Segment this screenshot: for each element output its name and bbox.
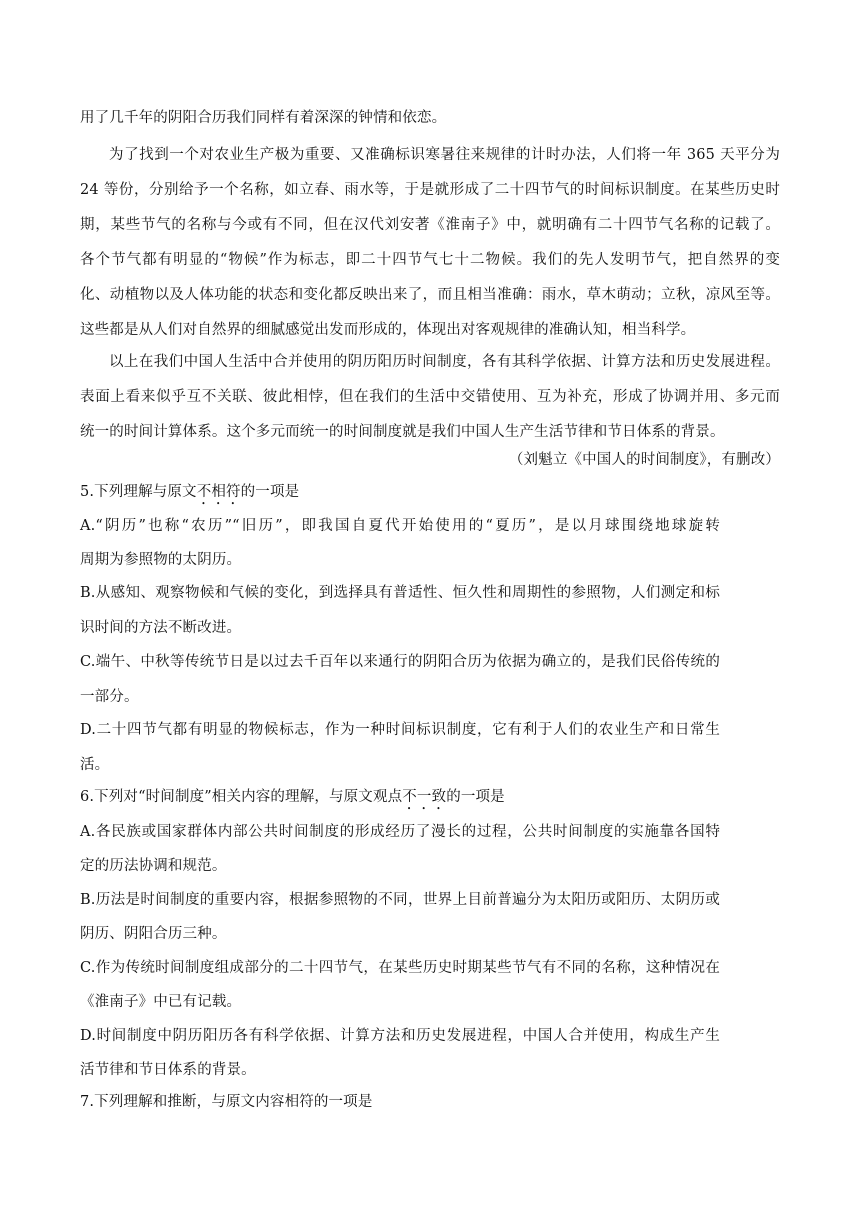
passage-line: 24 等份，分别给予一个名称，如立春、雨水等，于是就形成了二十四节气的时间标识制度。在某些历史时 bbox=[80, 182, 780, 198]
passage-line: 以上在我们中国人生活中合并使用的阴历阳历时间制度，各有其科学依据、计算方法和历史发展进程。 bbox=[109, 354, 780, 370]
question-5-option-d: 活。 bbox=[80, 757, 110, 773]
stem-text: 5.下列理解与原文 bbox=[80, 484, 197, 500]
passage-line: 化、动植物以及人体功能的状态和变化都反映出来了，而且相当准确：雨水，草木萌动；立秋，凉风至等。 bbox=[80, 287, 780, 303]
question-5-option-d: D.二十四节气都有明显的物候标志，作为一种时间标识制度，它有利于人们的农业生产和日常生 bbox=[80, 722, 720, 738]
question-5-option-a: 周期为参照物的太阴历。 bbox=[80, 552, 242, 568]
question-6-stem bbox=[80, 787, 780, 813]
question-6-option-b: 阴历、阴阳合历三种。 bbox=[80, 926, 227, 942]
question-6-option-c: C.作为传统时间制度组成部分的二十四节气，在某些历史时期某些节气有不同的名称，这种情况在 bbox=[80, 960, 720, 976]
passage-line: 为了找到一个对农业生产极为重要、又准确标识寒暑往来规律的计时办法，人们将一年 365 天平分为 bbox=[109, 147, 780, 163]
emphasis-mark: 不相符 bbox=[196, 484, 241, 500]
question-7-stem: 7.下列理解和推断，与原文内容相符的一项是 bbox=[80, 1094, 373, 1110]
question-6-option-a: 定的历法协调和规范。 bbox=[80, 858, 227, 874]
passage-line: 各个节气都有明显的“物候”作为标志，即二十四节气七十二物候。我们的先人发明节气，把自然界的变 bbox=[80, 252, 780, 268]
question-5-option-b: B.从感知、观察物候和气候的变化，到选择具有普适性、恒久性和周期性的参照物，人们测定和标 bbox=[80, 585, 720, 601]
question-6-option-c: 《淮南子》中已有记载。 bbox=[80, 994, 242, 1010]
passage-citation: （刘魁立《中国人的时间制度》，有删改） bbox=[508, 452, 780, 468]
question-5-option-c: C.端午、中秋等传统节日是以过去千百年以来通行的阴阳合历为依据为确立的，是我们民俗传统的 bbox=[80, 654, 720, 670]
question-6-option-d: 活节律和节日体系的背景。 bbox=[80, 1062, 256, 1078]
stem-text: 的一项是 bbox=[240, 484, 300, 500]
question-5-option-a: A.“阴历”也称“农历”“旧历”，即我国自夏代开始使用的“夏历”，是以月球围绕地球旋转 bbox=[80, 518, 720, 534]
question-5-option-b: 识时间的方法不断改进。 bbox=[80, 620, 242, 636]
question-6-option-a: A.各民族或国家群体内部公共时间制度的形成经历了漫长的过程，公共时间制度的实施靠各国特 bbox=[80, 824, 720, 840]
stem-text: 6.下列对“时间制度”相关内容的理解，与原文观点 bbox=[80, 789, 403, 805]
stem-text: 的一项是 bbox=[446, 789, 505, 805]
passage-line: 期，某些节气的名称与今或有不同，但在汉代刘安著《淮南子》中，就明确有二十四节气名称的记载了。 bbox=[80, 217, 780, 233]
passage-line: 表面上看来似乎互不关联、彼此相悖，但在我们的生活中交错使用、互为补充，形成了协调并用、多元而 bbox=[80, 389, 780, 405]
emphasis-mark: 不一致 bbox=[402, 789, 447, 805]
passage-line: 这些都是从人们对自然界的细腻感觉出发而形成的，体现出对客观规律的准确认知，相当科学。 bbox=[80, 322, 696, 338]
question-6-option-b: B.历法是时间制度的重要内容，根据参照物的不同，世界上目前普遍分为太阳历或阳历、太阴历或 bbox=[80, 892, 720, 908]
passage-line: 统一的时间计算体系。这个多元而统一的时间制度就是我们中国人生产生活节律和节日体系的背景。 bbox=[80, 424, 725, 440]
passage-line: 用了几千年的阴阳合历我们同样有着深深的钟情和依恋。 bbox=[80, 110, 447, 126]
question-5-stem bbox=[80, 482, 780, 508]
question-6-option-d: D.时间制度中阴历阳历各有科学依据、计算方法和历史发展进程，中国人合并使用，构成生产生 bbox=[80, 1028, 720, 1044]
question-5-option-c: 一部分。 bbox=[80, 689, 139, 705]
